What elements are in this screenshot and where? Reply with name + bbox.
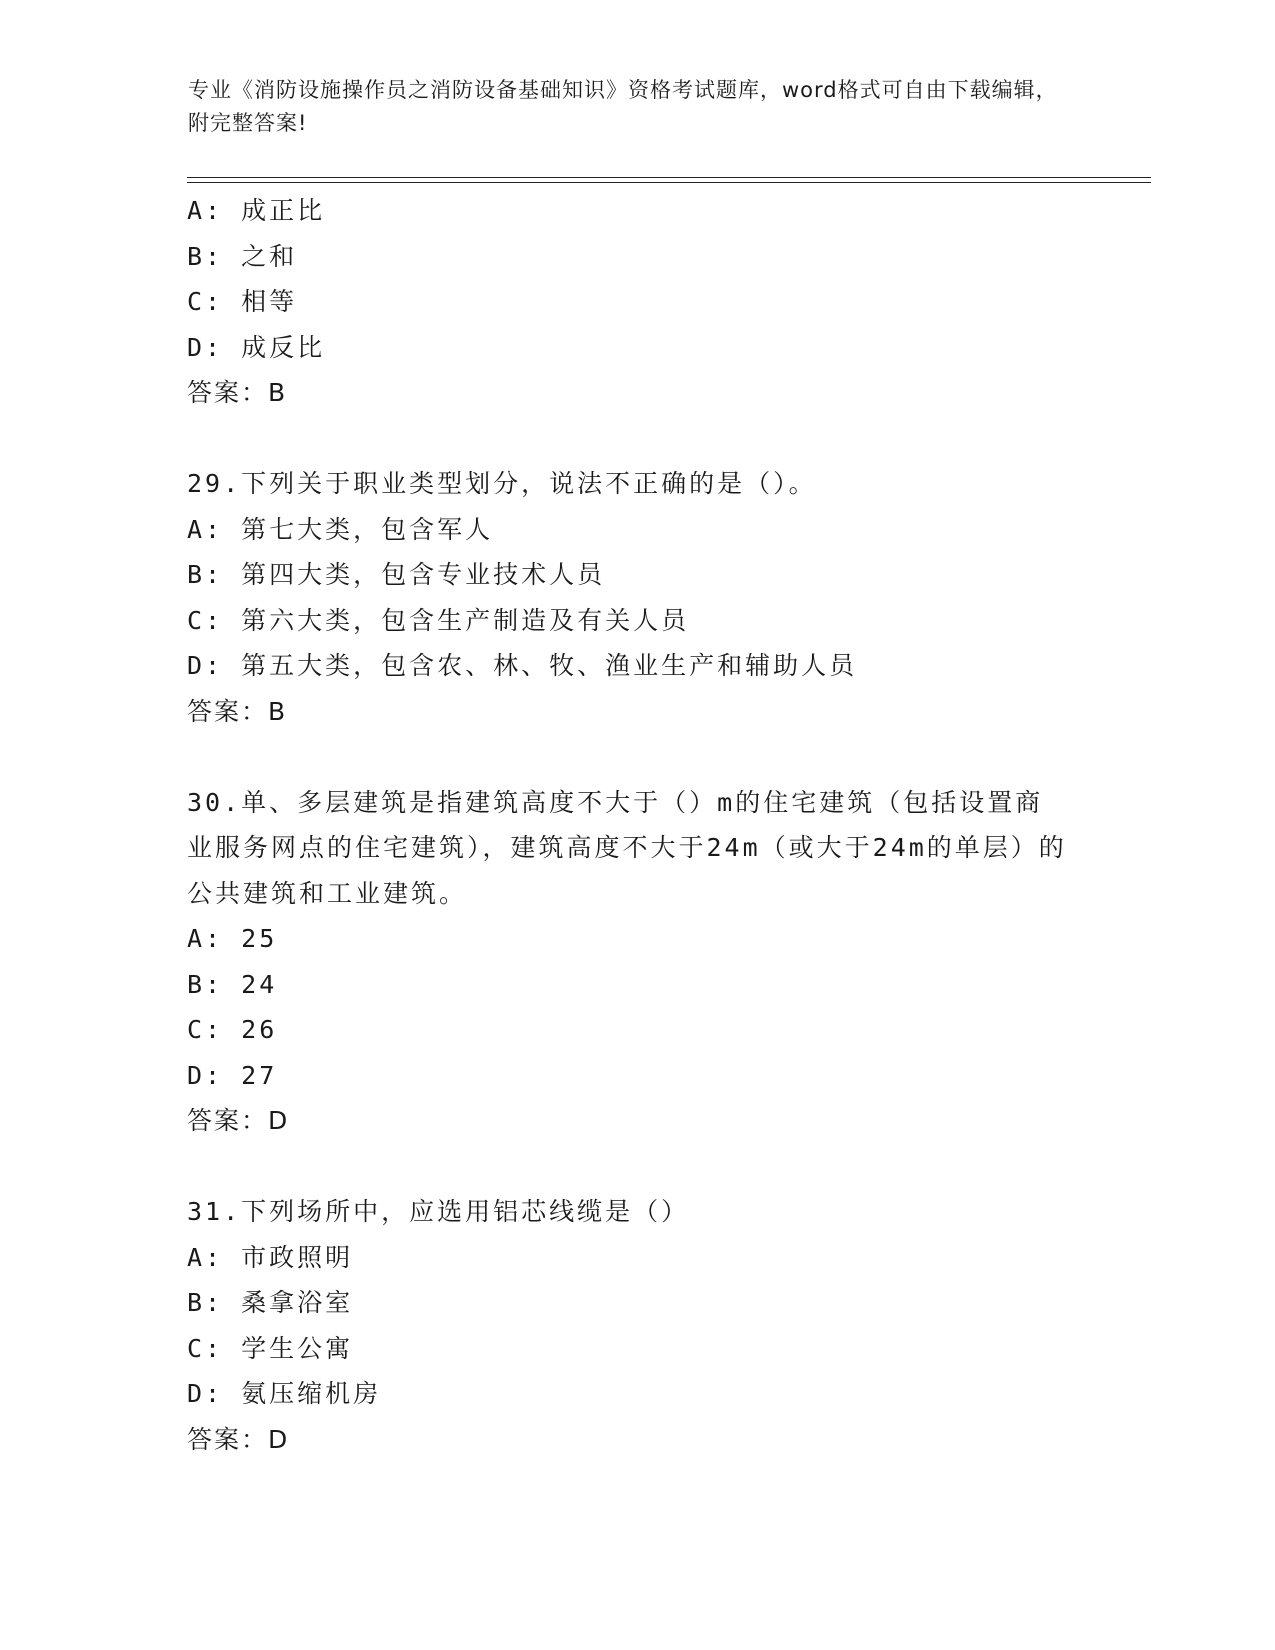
option-c: C: 相等 xyxy=(187,287,298,316)
answer-line: 答案：B xyxy=(187,378,288,407)
question-stem: 31.下列场所中，应选用铝芯线缆是（） xyxy=(187,1197,690,1226)
option-b: B: 第四大类，包含专业技术人员 xyxy=(187,560,606,589)
option-c: C: 26 xyxy=(187,1015,278,1044)
answer-line: 答案：B xyxy=(187,696,288,726)
document-header: 专业《消防设施操作员之消防设备基础知识》资格考试题库，word格式可自由下载编辑，附完整答案! xyxy=(188,78,1058,135)
document-body xyxy=(187,188,1087,1462)
option-d: D: 氨压缩机房 xyxy=(187,1379,382,1408)
header-rule-bottom xyxy=(187,182,1151,183)
option-d: D: 成反比 xyxy=(187,332,326,362)
option-b: B: 24 xyxy=(187,969,278,999)
answer-line: 答案：D xyxy=(187,1424,290,1454)
option-d: D: 27 xyxy=(187,1060,278,1090)
option-a: A: 25 xyxy=(187,924,278,953)
option-c: C: 第六大类，包含生产制造及有关人员 xyxy=(187,605,690,635)
option-b: B: 桑拿浴室 xyxy=(187,1288,354,1317)
question-stem: 29.下列关于职业类型划分，说法不正确的是（）。 xyxy=(187,469,817,498)
option-a: A: 第七大类，包含军人 xyxy=(187,514,494,544)
option-b: B: 之和 xyxy=(187,241,298,271)
option-d: D: 第五大类，包含农、林、牧、渔业生产和辅助人员 xyxy=(187,651,858,680)
header-rule-top xyxy=(187,177,1151,178)
option-a: A: 市政照明 xyxy=(187,1242,354,1272)
option-a: A: 成正比 xyxy=(187,196,326,225)
answer-line: 答案：D xyxy=(187,1106,290,1135)
question-stem: 30.单、多层建筑是指建筑高度不大于（）m的住宅建筑（包括设置商业服务网点的住宅建筑），建筑高度不大于24m（或大于24m的单层）的公共建筑和工业建筑。 xyxy=(187,787,1067,908)
option-c: C: 学生公寓 xyxy=(187,1333,354,1363)
